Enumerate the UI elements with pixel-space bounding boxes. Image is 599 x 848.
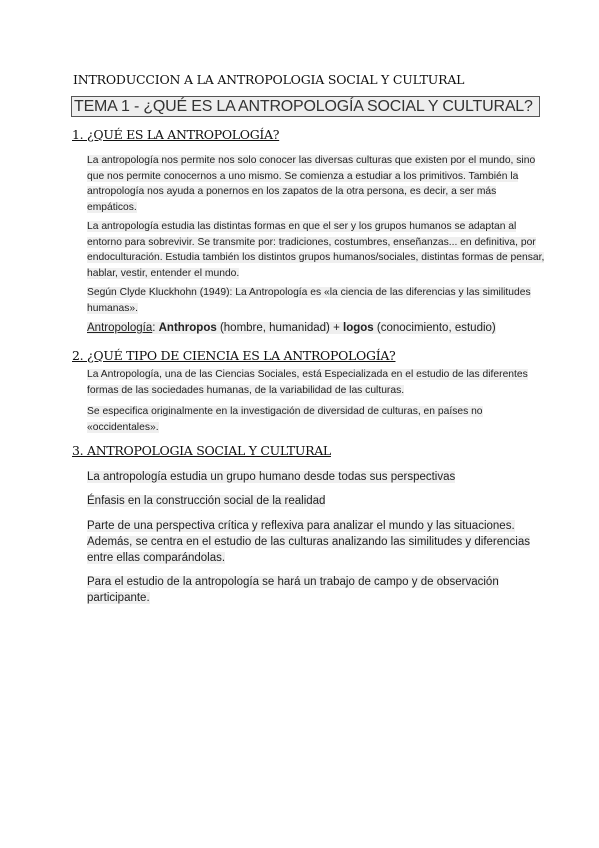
section-1-heading: 1. ¿QUÉ ES LA ANTROPOLOGÍA?: [72, 127, 280, 142]
section-3-paragraph-3: Parte de una perspectiva crítica y reflexiva para analizar el mundo y las situaciones. Además, se centra en el estudio de las culturas analizando las similitudes y diferencias entre ellas comparándolas.: [87, 520, 530, 564]
section-2-paragraph-1: La Antropología, una de las Ciencias Sociales, está Especializada en el estudio de las diferentes formas de las sociedades humanas, de la variabilidad de las culturas.: [87, 369, 528, 396]
section-3-paragraph-1: La antropología estudia un grupo humano desde todas sus perspectivas: [87, 471, 456, 483]
section-3-paragraph-4: Para el estudio de la antropología se hará un trabajo de campo y de observación participante.: [87, 576, 499, 604]
section-1-paragraph-1: La antropología nos permite nos solo conocer las diversas culturas que existen por el mundo, sino que nos permite conocernos a uno mismo. Se comienza a estudiar a los primitivos. También la antropología nos ayuda a ponernos en los zapatos de la otra persona, es decir, a ser más empáticos.: [87, 155, 536, 213]
section-2-heading: 2. ¿QUÉ TIPO DE CIENCIA ES LA ANTROPOLOGÍA?: [72, 348, 396, 363]
section-1-paragraph-3: Según Clyde Kluckhohn (1949): La Antropología es «la ciencia de las diferencias y las similitudes humanas».: [87, 287, 531, 314]
tema-title: TEMA 1 - ¿QUÉ ES LA ANTROPOLOGÍA SOCIAL Y CULTURAL?: [71, 96, 540, 117]
section-3-heading: 3. ANTROPOLOGIA SOCIAL Y CULTURAL: [72, 443, 331, 458]
section-1-paragraph-2: La antropología estudia las distintas formas en que el ser y los grupos humanos se adaptan al entorno para sobrevivir. Se transmite por: tradiciones, costumbres, enseñanzas... en definitiva, por endoculturación. Estudia también los distintos grupos humanos/sociales, distintas formas de pensar, hablar, vestir, entender el mundo.: [87, 221, 545, 279]
term-anthropos: Anthropos: [158, 322, 217, 334]
section-3-paragraph-2: Énfasis en la construcción social de la realidad: [87, 495, 326, 507]
section-2-paragraph-2: Se especifica originalmente en la investigación de diversidad de culturas, en países no «occidentales».: [87, 406, 483, 433]
term-label: Antropología: [87, 322, 153, 334]
term-logos: logos: [343, 322, 374, 334]
document-title: INTRODUCCION A LA ANTROPOLOGIA SOCIAL Y CULTURAL: [73, 72, 465, 87]
etymology-line: Antropología: Anthropos (hombre, humanidad) + logos (conocimiento, estudio): [87, 322, 496, 334]
